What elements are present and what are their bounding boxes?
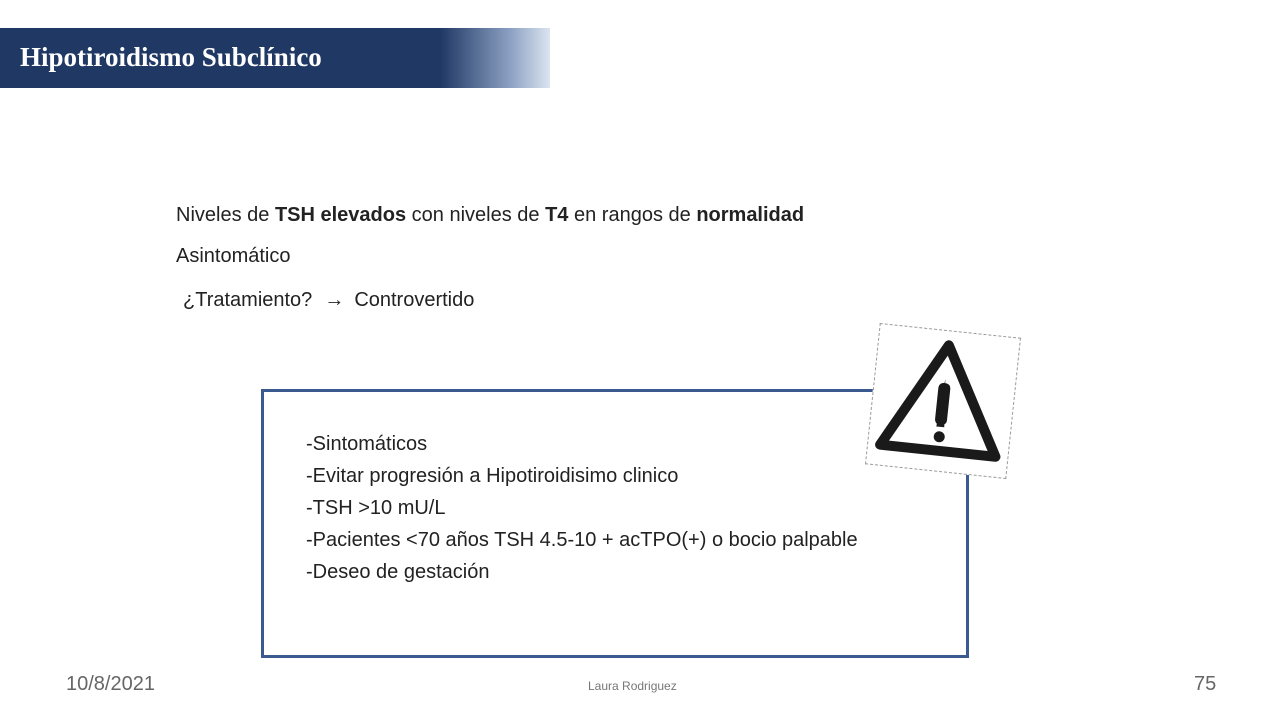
definition-text-2: con niveles de	[406, 204, 546, 226]
footer-author: Laura Rodriguez	[588, 679, 677, 693]
title-bar	[0, 28, 550, 88]
list-item: -Deseo de gestación	[306, 561, 490, 583]
list-item: -TSH >10 mU/L	[306, 497, 446, 519]
page-number: 75	[1194, 673, 1217, 695]
definition-text-3: en rangos de	[568, 204, 697, 226]
definition-text-1: Niveles de	[176, 204, 275, 226]
definition-bold-t4: T4	[545, 204, 569, 226]
slide-title: Hipotiroidismo Subclínico	[20, 42, 322, 72]
definition-line	[176, 204, 804, 227]
footer-date: 10/8/2021	[66, 673, 155, 695]
arrow-right-icon: →	[324, 289, 345, 311]
list-item: -Pacientes <70 años TSH 4.5-10 + acTPO(+) o bocio palpable	[306, 529, 858, 551]
list-item: -Sintomáticos	[306, 433, 428, 455]
definition-bold-tsh: TSH elevados	[274, 204, 407, 226]
treatment-line	[183, 289, 474, 312]
list-item: -Evitar progresión a Hipotiroidisimo clinico	[306, 465, 679, 487]
indications-list	[306, 428, 858, 588]
treatment-question: ¿Tratamiento?	[183, 289, 313, 311]
treatment-answer: Controvertido	[354, 289, 475, 311]
definition-bold-normalidad: normalidad	[696, 204, 805, 226]
asymptomatic-line: Asintomático	[176, 245, 291, 267]
warning-triangle-icon	[865, 323, 1021, 479]
